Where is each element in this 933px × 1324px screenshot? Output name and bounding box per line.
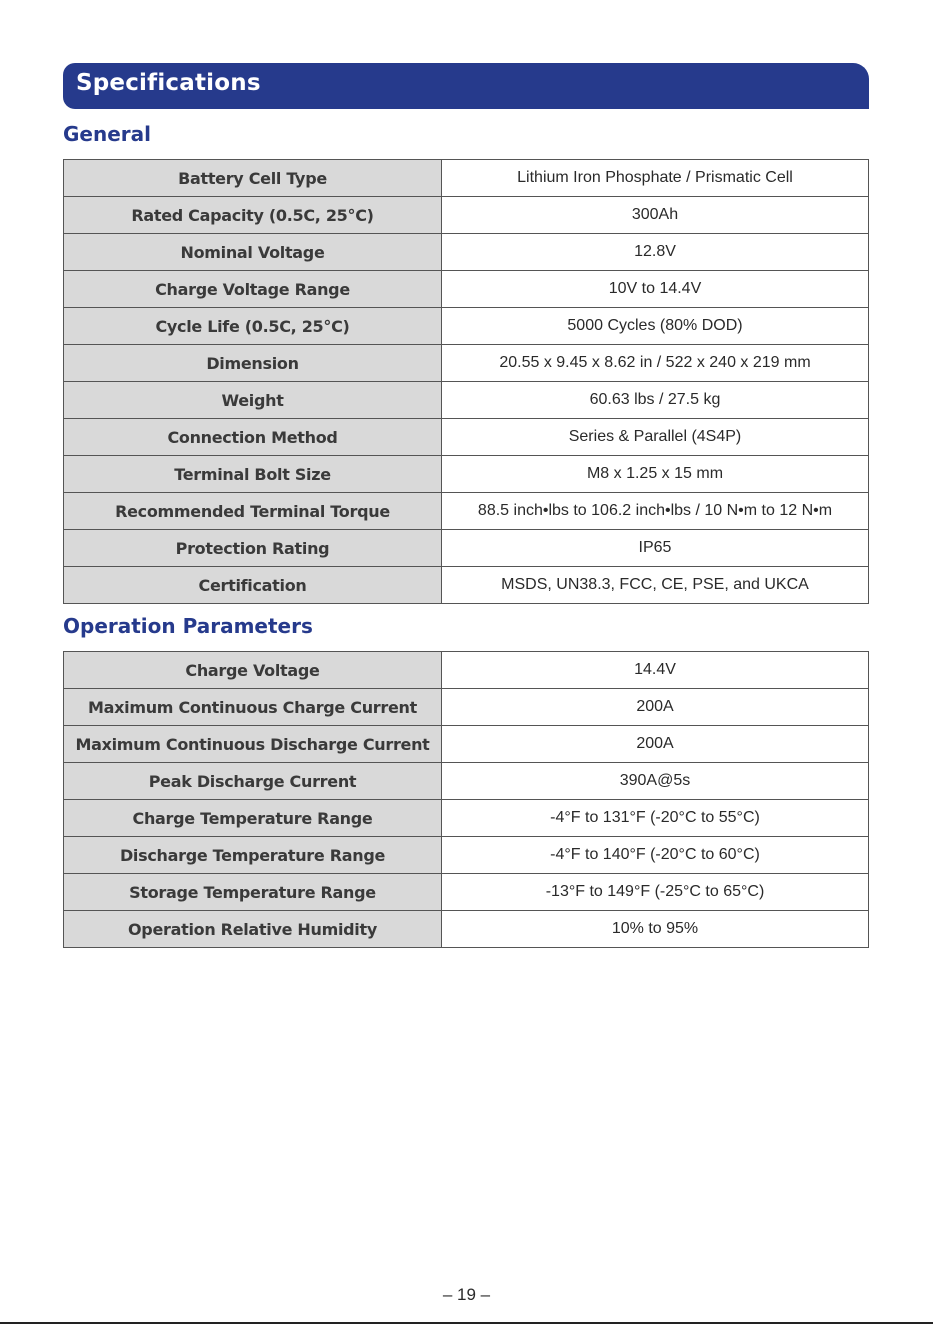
spec-value: -13°F to 149°F (-25°C to 65°C) — [442, 874, 869, 911]
spec-label: Cycle Life (0.5C, 25°C) — [64, 308, 442, 345]
spec-value: 88.5 inch•lbs to 106.2 inch•lbs / 10 N•m to 12 N•m — [442, 493, 869, 530]
section-title-operation-parameters: Operation Parameters — [63, 614, 313, 638]
spec-value: MSDS, UN38.3, FCC, CE, PSE, and UKCA — [442, 567, 869, 604]
table-row — [64, 493, 869, 530]
table-row — [64, 763, 869, 800]
spec-value: -4°F to 140°F (-20°C to 60°C) — [442, 837, 869, 874]
table-row — [64, 800, 869, 837]
spec-label: Rated Capacity (0.5C, 25°C) — [64, 197, 442, 234]
operation-parameters-table — [63, 651, 869, 948]
general-spec-table — [63, 159, 869, 604]
spec-value: 300Ah — [442, 197, 869, 234]
section-title-general: General — [63, 122, 151, 146]
spec-label: Protection Rating — [64, 530, 442, 567]
spec-label: Recommended Terminal Torque — [64, 493, 442, 530]
spec-value: 14.4V — [442, 652, 869, 689]
spec-value: 20.55 x 9.45 x 8.62 in / 522 x 240 x 219 mm — [442, 345, 869, 382]
spec-label: Certification — [64, 567, 442, 604]
spec-label: Terminal Bolt Size — [64, 456, 442, 493]
table-row — [64, 197, 869, 234]
spec-label: Charge Voltage — [64, 652, 442, 689]
spec-label: Maximum Continuous Charge Current — [64, 689, 442, 726]
table-row — [64, 345, 869, 382]
table-row — [64, 456, 869, 493]
spec-value: -4°F to 131°F (-20°C to 55°C) — [442, 800, 869, 837]
spec-label: Charge Temperature Range — [64, 800, 442, 837]
table-row — [64, 874, 869, 911]
table-row — [64, 837, 869, 874]
table-row — [64, 382, 869, 419]
page-number: – 19 – — [442, 1285, 491, 1304]
table-row — [64, 271, 869, 308]
spec-value: Series & Parallel (4S4P) — [442, 419, 869, 456]
table-row — [64, 652, 869, 689]
table-row — [64, 530, 869, 567]
spec-label: Maximum Continuous Discharge Current — [64, 726, 442, 763]
table-row — [64, 234, 869, 271]
spec-value: M8 x 1.25 x 15 mm — [442, 456, 869, 493]
spec-label: Storage Temperature Range — [64, 874, 442, 911]
operation-parameters-table-body — [64, 652, 869, 948]
spec-label: Nominal Voltage — [64, 234, 442, 271]
page-title: Specifications — [76, 70, 261, 96]
table-row — [64, 911, 869, 948]
spec-label: Connection Method — [64, 419, 442, 456]
spec-label: Dimension — [64, 345, 442, 382]
table-row — [64, 726, 869, 763]
table-row — [64, 689, 869, 726]
spec-value: Lithium Iron Phosphate / Prismatic Cell — [442, 160, 869, 197]
spec-value: 200A — [442, 726, 869, 763]
spec-label: Battery Cell Type — [64, 160, 442, 197]
spec-label: Discharge Temperature Range — [64, 837, 442, 874]
spec-value: 10V to 14.4V — [442, 271, 869, 308]
spec-label: Charge Voltage Range — [64, 271, 442, 308]
spec-value: 10% to 95% — [442, 911, 869, 948]
specifications-banner — [63, 63, 869, 109]
table-row — [64, 419, 869, 456]
spec-value: 390A@5s — [442, 763, 869, 800]
spec-value: IP65 — [442, 530, 869, 567]
table-row — [64, 160, 869, 197]
spec-label: Weight — [64, 382, 442, 419]
general-spec-table-body — [64, 160, 869, 604]
spec-value: 200A — [442, 689, 869, 726]
table-row — [64, 308, 869, 345]
spec-label: Operation Relative Humidity — [64, 911, 442, 948]
spec-value: 60.63 lbs / 27.5 kg — [442, 382, 869, 419]
spec-value: 12.8V — [442, 234, 869, 271]
spec-label: Peak Discharge Current — [64, 763, 442, 800]
spec-value: 5000 Cycles (80% DOD) — [442, 308, 869, 345]
table-row — [64, 567, 869, 604]
